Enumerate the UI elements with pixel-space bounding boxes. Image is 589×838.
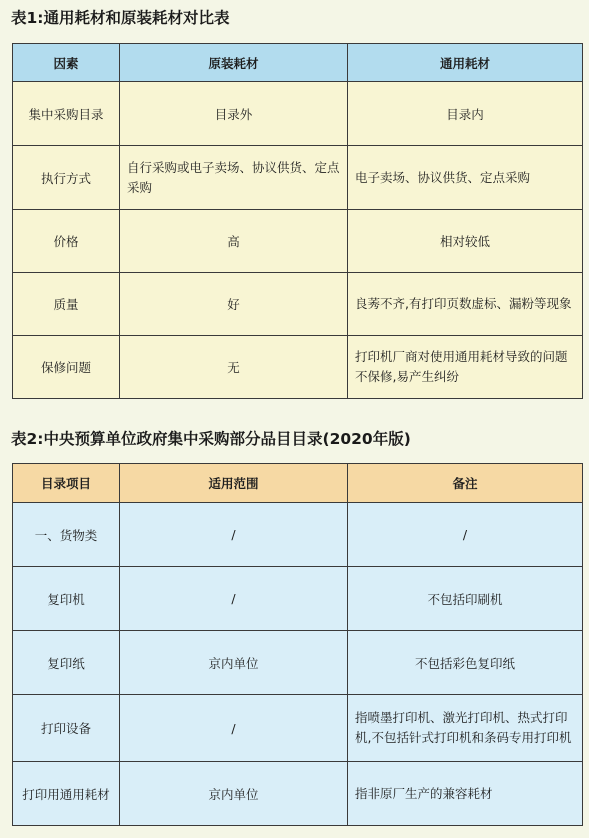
header-scope: 适用范围 [120,464,348,503]
table-row [13,336,583,399]
table-cell: 好 [120,273,348,336]
table-cell: / [120,503,348,567]
table-row [13,631,583,695]
header-remarks: 备注 [348,464,583,503]
table-cell: 复印纸 [13,631,120,695]
table-header-row [13,44,583,82]
table-row [13,695,583,762]
table-row [13,503,583,567]
table-cell: / [120,695,348,762]
table-cell: 保修问题 [13,336,120,399]
table-cell: 集中采购目录 [13,82,120,146]
table-cell: 目录外 [120,82,348,146]
header-generic: 通用耗材 [348,44,583,82]
table-cell: 质量 [13,273,120,336]
table1-title: 表1:通用耗材和原装耗材对比表 [11,9,230,27]
table-cell: 不包括印刷机 [348,567,583,631]
table-cell: 指非原厂生产的兼容耗材 [348,762,583,826]
table-row [13,82,583,146]
table-cell: 京内单位 [120,762,348,826]
table-cell: 价格 [13,210,120,273]
table-cell: 相对较低 [348,210,583,273]
table-cell: 指喷墨打印机、激光打印机、热式打印机,不包括针式打印机和条码专用打印机 [348,695,583,762]
table-cell: / [348,503,583,567]
table-cell: 目录内 [348,82,583,146]
table-cell: 电子卖场、协议供货、定点采购 [348,146,583,210]
table-cell: 执行方式 [13,146,120,210]
table-row [13,210,583,273]
table-header-row [13,464,583,503]
table-cell: 自行采购或电子卖场、协议供货、定点采购 [120,146,348,210]
catalog-table [12,463,583,826]
table-cell: 良莠不齐,有打印页数虚标、漏粉等现象 [348,273,583,336]
table-cell: / [120,567,348,631]
table-cell: 不包括彩色复印纸 [348,631,583,695]
table2-title: 表2:中央预算单位政府集中采购部分品目目录(2020年版) [11,430,411,448]
table-row [13,146,583,210]
comparison-table [12,43,583,399]
header-catalog-item: 目录项目 [13,464,120,503]
table-cell: 打印用通用耗材 [13,762,120,826]
table-row [13,273,583,336]
table-cell: 京内单位 [120,631,348,695]
table-cell: 一、货物类 [13,503,120,567]
table-row [13,567,583,631]
header-original: 原装耗材 [120,44,348,82]
header-factor: 因素 [13,44,120,82]
table-row [13,762,583,826]
table-cell: 高 [120,210,348,273]
table-cell: 复印机 [13,567,120,631]
table-cell: 打印机厂商对使用通用耗材导致的问题不保修,易产生纠纷 [348,336,583,399]
table-cell: 打印设备 [13,695,120,762]
table-cell: 无 [120,336,348,399]
